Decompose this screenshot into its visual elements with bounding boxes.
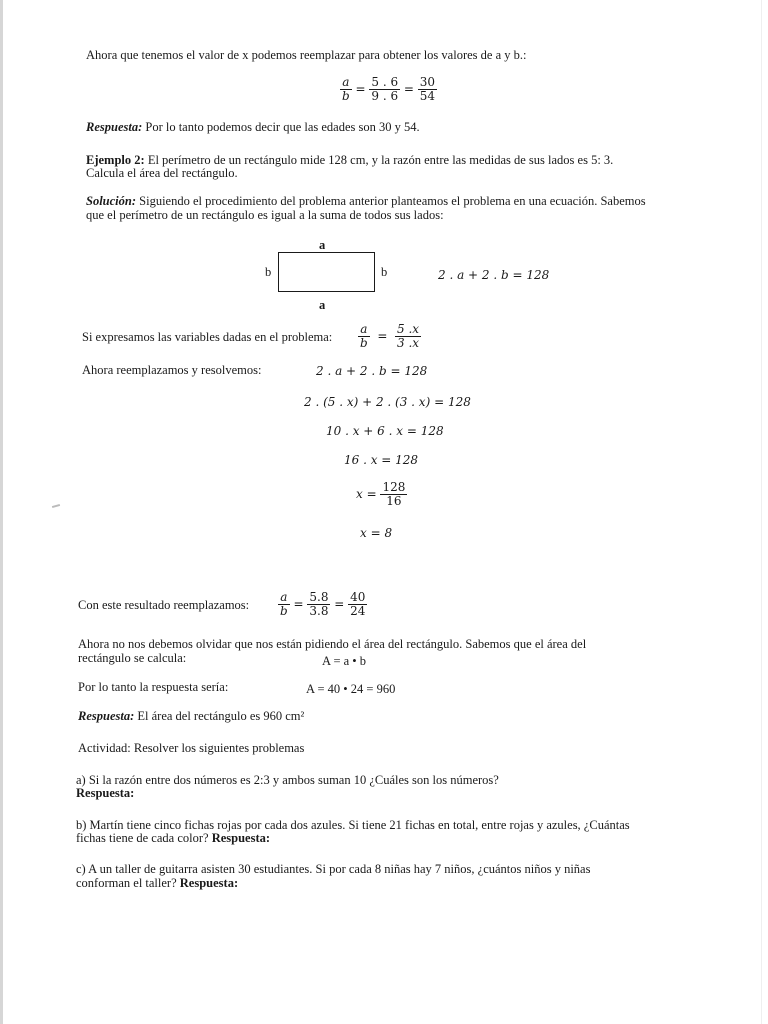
step-2: 2 . (5 . x) + 2 . (3 . x) = 128 (304, 395, 471, 409)
area-line-1: Ahora no nos debemos olvidar que nos están pidiendo el área del rectángulo. Sabemos que el área del (78, 637, 587, 651)
example-2-label: Ejemplo 2: (86, 153, 145, 167)
answer-1-text: Por lo tanto podemos decir que las edades son 30 y 54. (142, 120, 420, 134)
example-2-text: El perímetro de un rectángulo mide 128 cm, y la razón entre las medidas de sus lados es 5: 3. (144, 153, 614, 167)
rect-label-bottom: a (319, 298, 326, 312)
problem-b-answer-label: Respuesta: (211, 831, 271, 845)
answer-1-label: Respuesta: (86, 120, 143, 134)
scan-left-edge (0, 0, 3, 1024)
fraction-5x-3x: $\frac{5 .x}{3 .x}$ (397, 322, 420, 351)
rect-label-left: b (265, 265, 272, 279)
area-line-2: rectángulo se calcula: (78, 651, 187, 665)
equation-ratio-ages: $\frac{a}{b}$ = $\frac{5 . 6}{9 . 6}$ = $\frac{30}{54}$ (342, 75, 436, 104)
problem-c-text-2: conforman el taller? (76, 876, 180, 890)
fraction-30-54: $\frac{30}{54}$ (419, 75, 436, 104)
problem-a-answer-label: Respuesta: (76, 786, 135, 800)
scan-right-edge (761, 0, 762, 1024)
step-5-lhs: x = (356, 487, 377, 502)
variables-text: Si expresamos las variables dadas en el problema: (82, 330, 333, 344)
solution-line-1 (86, 194, 646, 209)
step-4: 16 . x = 128 (344, 453, 419, 467)
fraction-5x6-9x6: $\frac{5 . 6}{9 . 6}$ (371, 75, 399, 104)
rect-label-right: b (381, 265, 388, 279)
problem-b-text-2: fichas tiene de cada color? (76, 831, 212, 845)
problem-b-line-2 (76, 831, 270, 846)
activity-heading: Actividad: Resolver los siguientes problemas (78, 741, 305, 755)
fraction-40-24: $\frac{40}{24}$ (350, 590, 366, 619)
rect-label-top: a (319, 238, 326, 252)
steps-intro: Ahora reemplazamos y resolvemos: (82, 363, 262, 377)
answer-line-formula: A = 40 • 24 = 960 (306, 682, 396, 696)
rectangle-diagram (278, 252, 375, 292)
answer-2-text: El área del rectángulo es 960 cm² (134, 709, 305, 723)
step-1: 2 . a + 2 . b = 128 (316, 364, 428, 378)
fraction-a-b: $\frac{a}{b}$ (342, 75, 350, 104)
problem-c-answer-label: Respuesta: (179, 876, 239, 890)
fraction-128-16: $\frac{128}{16}$ (382, 480, 406, 509)
answer-1 (86, 120, 420, 135)
equation-variables: $\frac{a}{b}$ = $\frac{5 .x}{3 .x}$ (360, 322, 420, 351)
step-3: 10 . x + 6 . x = 128 (326, 424, 444, 438)
solution-label: Solución: (86, 194, 137, 208)
area-formula: A = a • b (322, 654, 367, 668)
problem-c-text: c) A un taller de guitarra asisten 30 estudiantes. Si por cada 8 niñas hay 7 niños, ¿cuántos niños y niñas (76, 862, 591, 876)
step-5 (356, 481, 407, 508)
step-6: x = 8 (360, 526, 393, 540)
problem-c-line-2 (76, 876, 238, 891)
answer-2-label: Respuesta: (78, 709, 135, 723)
intro-text: Ahora que tenemos el valor de x podemos reemplazar para obtener los valores de a y b.: (86, 48, 527, 62)
answer-line-text: Por lo tanto la respuesta sería: (78, 680, 229, 694)
fraction-5x8-3x8: $\frac{5.8}{3.8}$ (309, 590, 329, 619)
example-2-line-2: Calcula el área del rectángulo. (86, 166, 238, 180)
solution-line-2: que el perímetro de un rectángulo es igual a la suma de todos sus lados: (86, 208, 444, 222)
replace-text: Con este resultado reemplazamos: (78, 598, 250, 612)
solution-text: Siguiendo el procedimiento del problema anterior planteamos el problema en una ecuación. Sabemos (136, 194, 646, 208)
fraction-a-b: $\frac{a}{b}$ (360, 322, 368, 351)
problem-a-text: a) Si la razón entre dos números es 2:3 y ambos suman 10 ¿Cuáles son los números? (76, 773, 499, 787)
problem-b-text: b) Martín tiene cinco fichas rojas por cada dos azules. Si tiene 21 fichas en total, entre rojas y azules, ¿Cuántas (76, 818, 630, 832)
equation-replace: $\frac{a}{b}$ = $\frac{5.8}{3.8}$ = $\frac{40}{24}$ (280, 590, 366, 619)
answer-2 (78, 709, 304, 724)
perimeter-equation: 2 . a + 2 . b = 128 (438, 268, 550, 282)
fraction-a-b: $\frac{a}{b}$ (280, 590, 288, 619)
scan-speck (52, 504, 60, 508)
